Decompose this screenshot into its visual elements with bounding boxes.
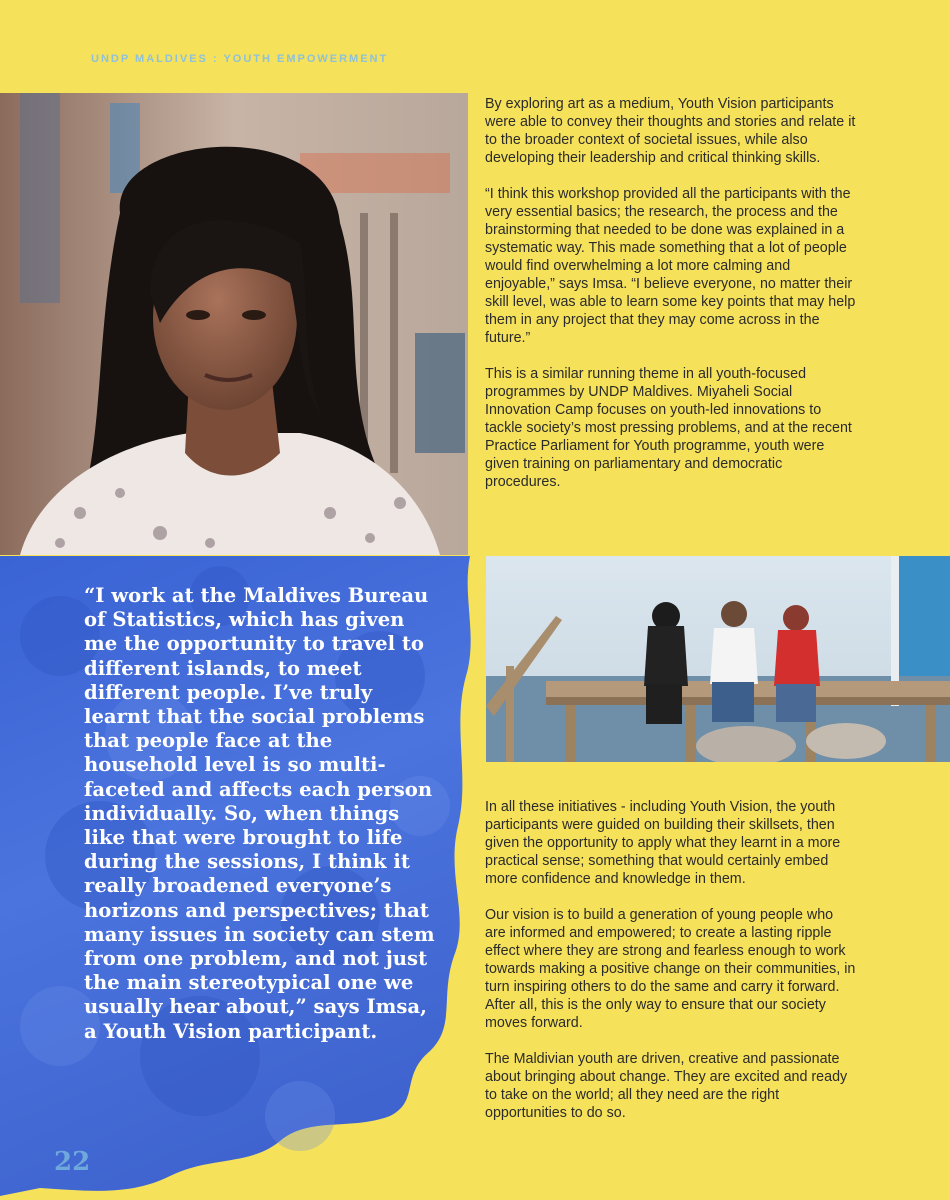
portrait-illustration (0, 93, 468, 555)
page-number: 22 (54, 1147, 91, 1177)
pull-quote: “I work at the Maldives Bureau of Statistics, which has given me the opportunity to travel to different islands, to meet different people. I’ve truly learnt that the social problems that people face at the household level is so multi-faceted and affects each person individually. So, when things like that were brought to life during the sessions, I think it really broadened everyone’s horizons and perspectives; that many issues in society can stem from one problem, and not just the main stereotypical one we usually hear about,” says Imsa, a Youth Vision participant. (84, 584, 435, 1043)
body-paragraph: The Maldivian youth are driven, creative and passionate about bringing about change. They are excited and ready to take on the world; all they need are the right opportunities to do so. (485, 1051, 848, 1121)
group-photo (486, 556, 950, 762)
body-paragraph: By exploring art as a medium, Youth Vision participants were able to convey their thoughts and stories and relate it to the broader context of societal issues, while also developing their leadership and critical thinking skills. (485, 96, 856, 166)
body-paragraph: Our vision is to build a generation of young people who are informed and empowered; to create a lasting ripple effect where they are strong and fearless enough to work towards making a positive change on their communities, in turn inspiring others to do the same and carry it forward. After all, this is the only way to ensure that our society moves forward. (485, 907, 856, 1031)
running-header: UNDP MALDIVES : YOUTH EMPOWERMENT (91, 53, 389, 65)
body-paragraph: This is a similar running theme in all youth-focused programmes by UNDP Maldives. Miyaheli Social Innovation Camp focuses on youth-led innovations to tackle society’s most pressing problems, and at the recent Practice Parliament for Youth programme, youth were given training on parliamentary and democratic procedures. (485, 366, 852, 490)
portrait-photo (0, 93, 468, 555)
text-column-bottom (485, 798, 857, 1140)
text-column-top (485, 95, 857, 509)
group-illustration (486, 556, 950, 762)
body-paragraph: In all these initiatives - including Youth Vision, the youth participants were guided on building their skillsets, then given the opportunity to apply what they learnt in a more practical sense; something that would certainly embed more confidence and knowledge in them. (485, 799, 841, 887)
body-paragraph: “I think this workshop provided all the participants with the very essential basics; the research, the process and the brainstorming that needed to be done was explained in a systematic way. This made something that a lot of people would find overwhelming a lot more calming and enjoyable,” says Imsa. “I believe everyone, no matter their skill level, was able to learn some key points that may help them in any project that they may come across in the future.” (485, 186, 856, 346)
